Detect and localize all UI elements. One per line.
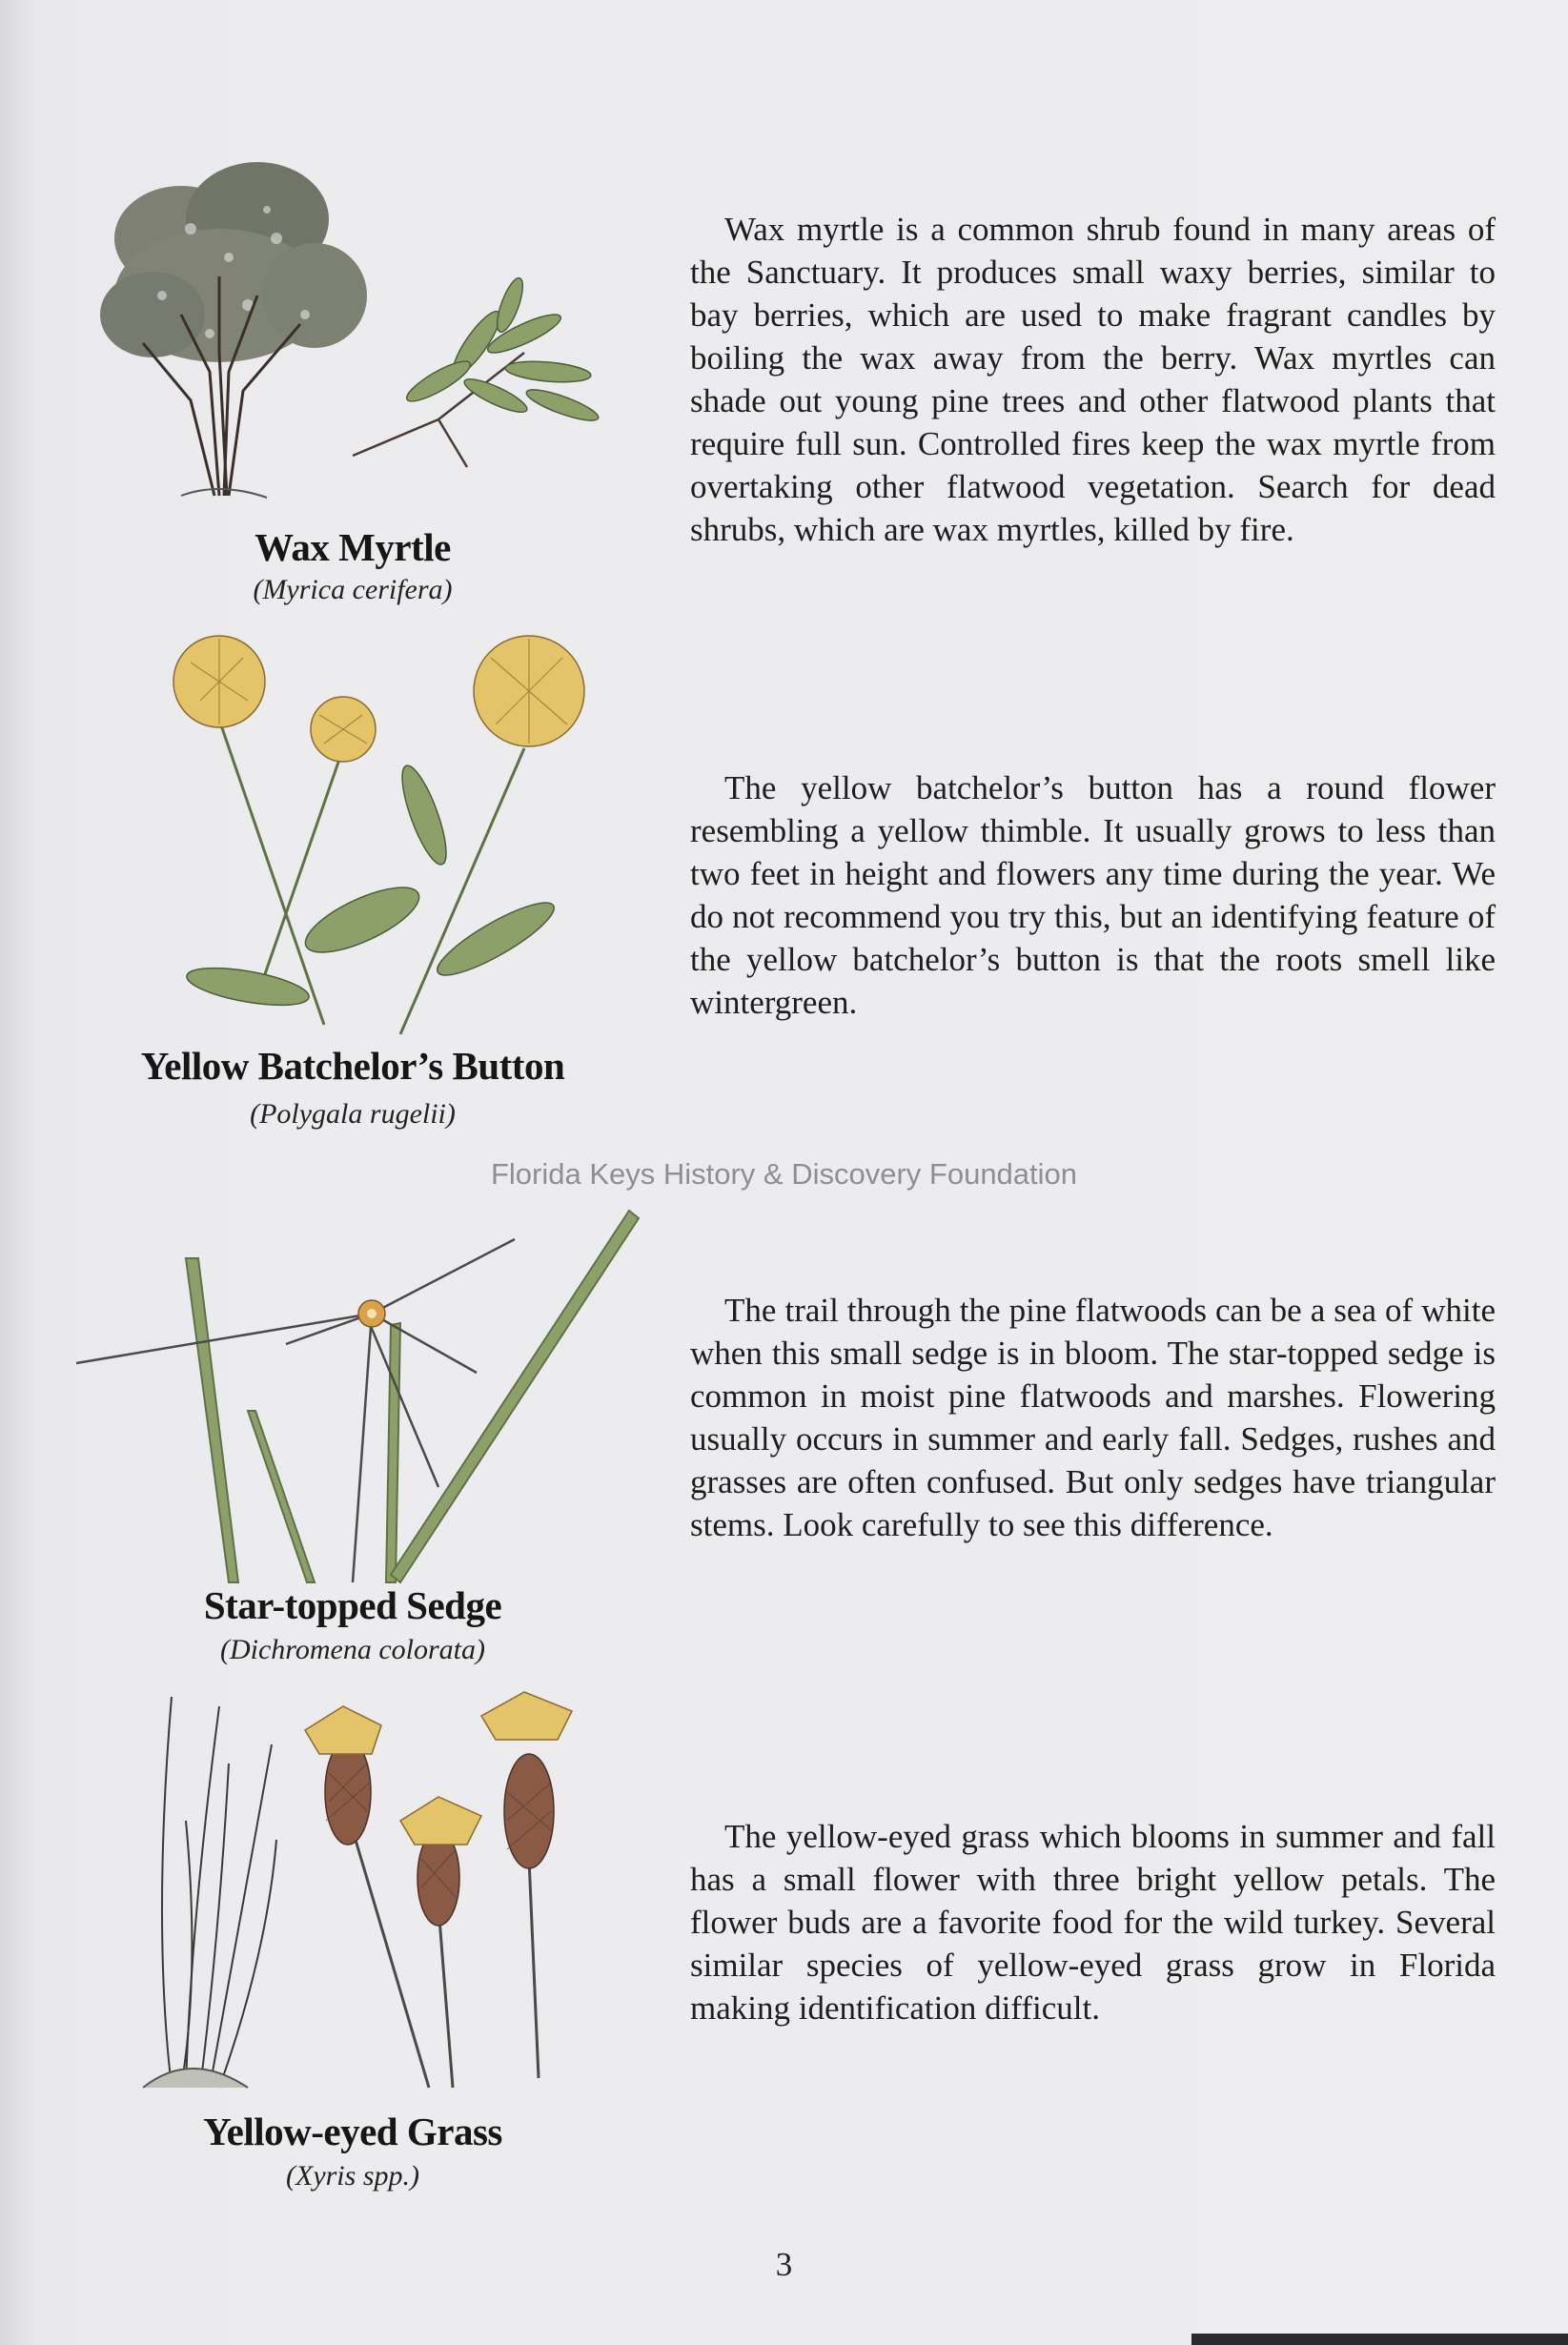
description-text: Wax myrtle is a common shrub found in many areas of the Sanctuary. It produces small waxy berries, similar to bay berries, which are used to make fragrant candles by boiling the wax away from the berry. Wax myrtles can shade out young pine trees and other flatwood plants that require full sun. Controlled fires keep the wax myrtle from overtaking other flatwood vegetation. Search for dead shrubs, which are wax myrtles, killed by fire. [690, 211, 1496, 548]
plant-common-name: Yellow Batchelor’s Button [140, 1044, 565, 1088]
page-number: 3 [775, 2246, 793, 2283]
plant-description [690, 1815, 1496, 2029]
description-text: The yellow batchelor’s button has a round flower resembling a yellow thimble. It usually grows to less than two feet in height and flowers any time during the year. We do not recommend you try this, but an identifying feature of the yellow batchelor’s button is that the roots smell like wintergreen. [690, 769, 1496, 1021]
description-text: The yellow-eyed grass which blooms in summer and fall has a small flower with three bright yellow petals. The flower buds are a favorite food for the wild turkey. Several similar species of yellow-eyed grass grow in Florida making identification difficult. [690, 1818, 1496, 2027]
plant-scientific-name: (Xyris spp.) [286, 2160, 419, 2192]
plant-common-name: Yellow-eyed Grass [203, 2110, 502, 2153]
plant-scientific-name: (Dichromena colorata) [220, 1634, 485, 1665]
plant-common-name: Star-topped Sedge [203, 1583, 502, 1627]
wax-myrtle-illustration [76, 153, 610, 524]
description-text: The trail through the pine flatwoods can be a sea of white when this small sedge is in bloom. The star-topped sedge is common in moist pine flatwoods and marshes. Flowering usually occurs in summer and early fall. Sedges, rushes and grasses are often confused. But only sedges have triangular stems. Look carefully to see this difference. [690, 1292, 1496, 1543]
plant-common-name: Wax Myrtle [255, 525, 451, 569]
page-edge-shadow [1191, 2334, 1568, 2345]
yellow-eyed-grass-illustration [114, 1687, 610, 2097]
watermark: Florida Keys History & Discovery Foundation [490, 1157, 1078, 1191]
plant-description [690, 766, 1496, 1024]
star-topped-sedge-illustration [76, 1201, 648, 1601]
plant-description [690, 1289, 1496, 1546]
plant-description [690, 208, 1496, 551]
plant-scientific-name: (Myrica cerifera) [253, 574, 453, 605]
plant-scientific-name: (Polygala rugelii) [250, 1098, 456, 1130]
yellow-batchelors-button-illustration [143, 624, 620, 1044]
